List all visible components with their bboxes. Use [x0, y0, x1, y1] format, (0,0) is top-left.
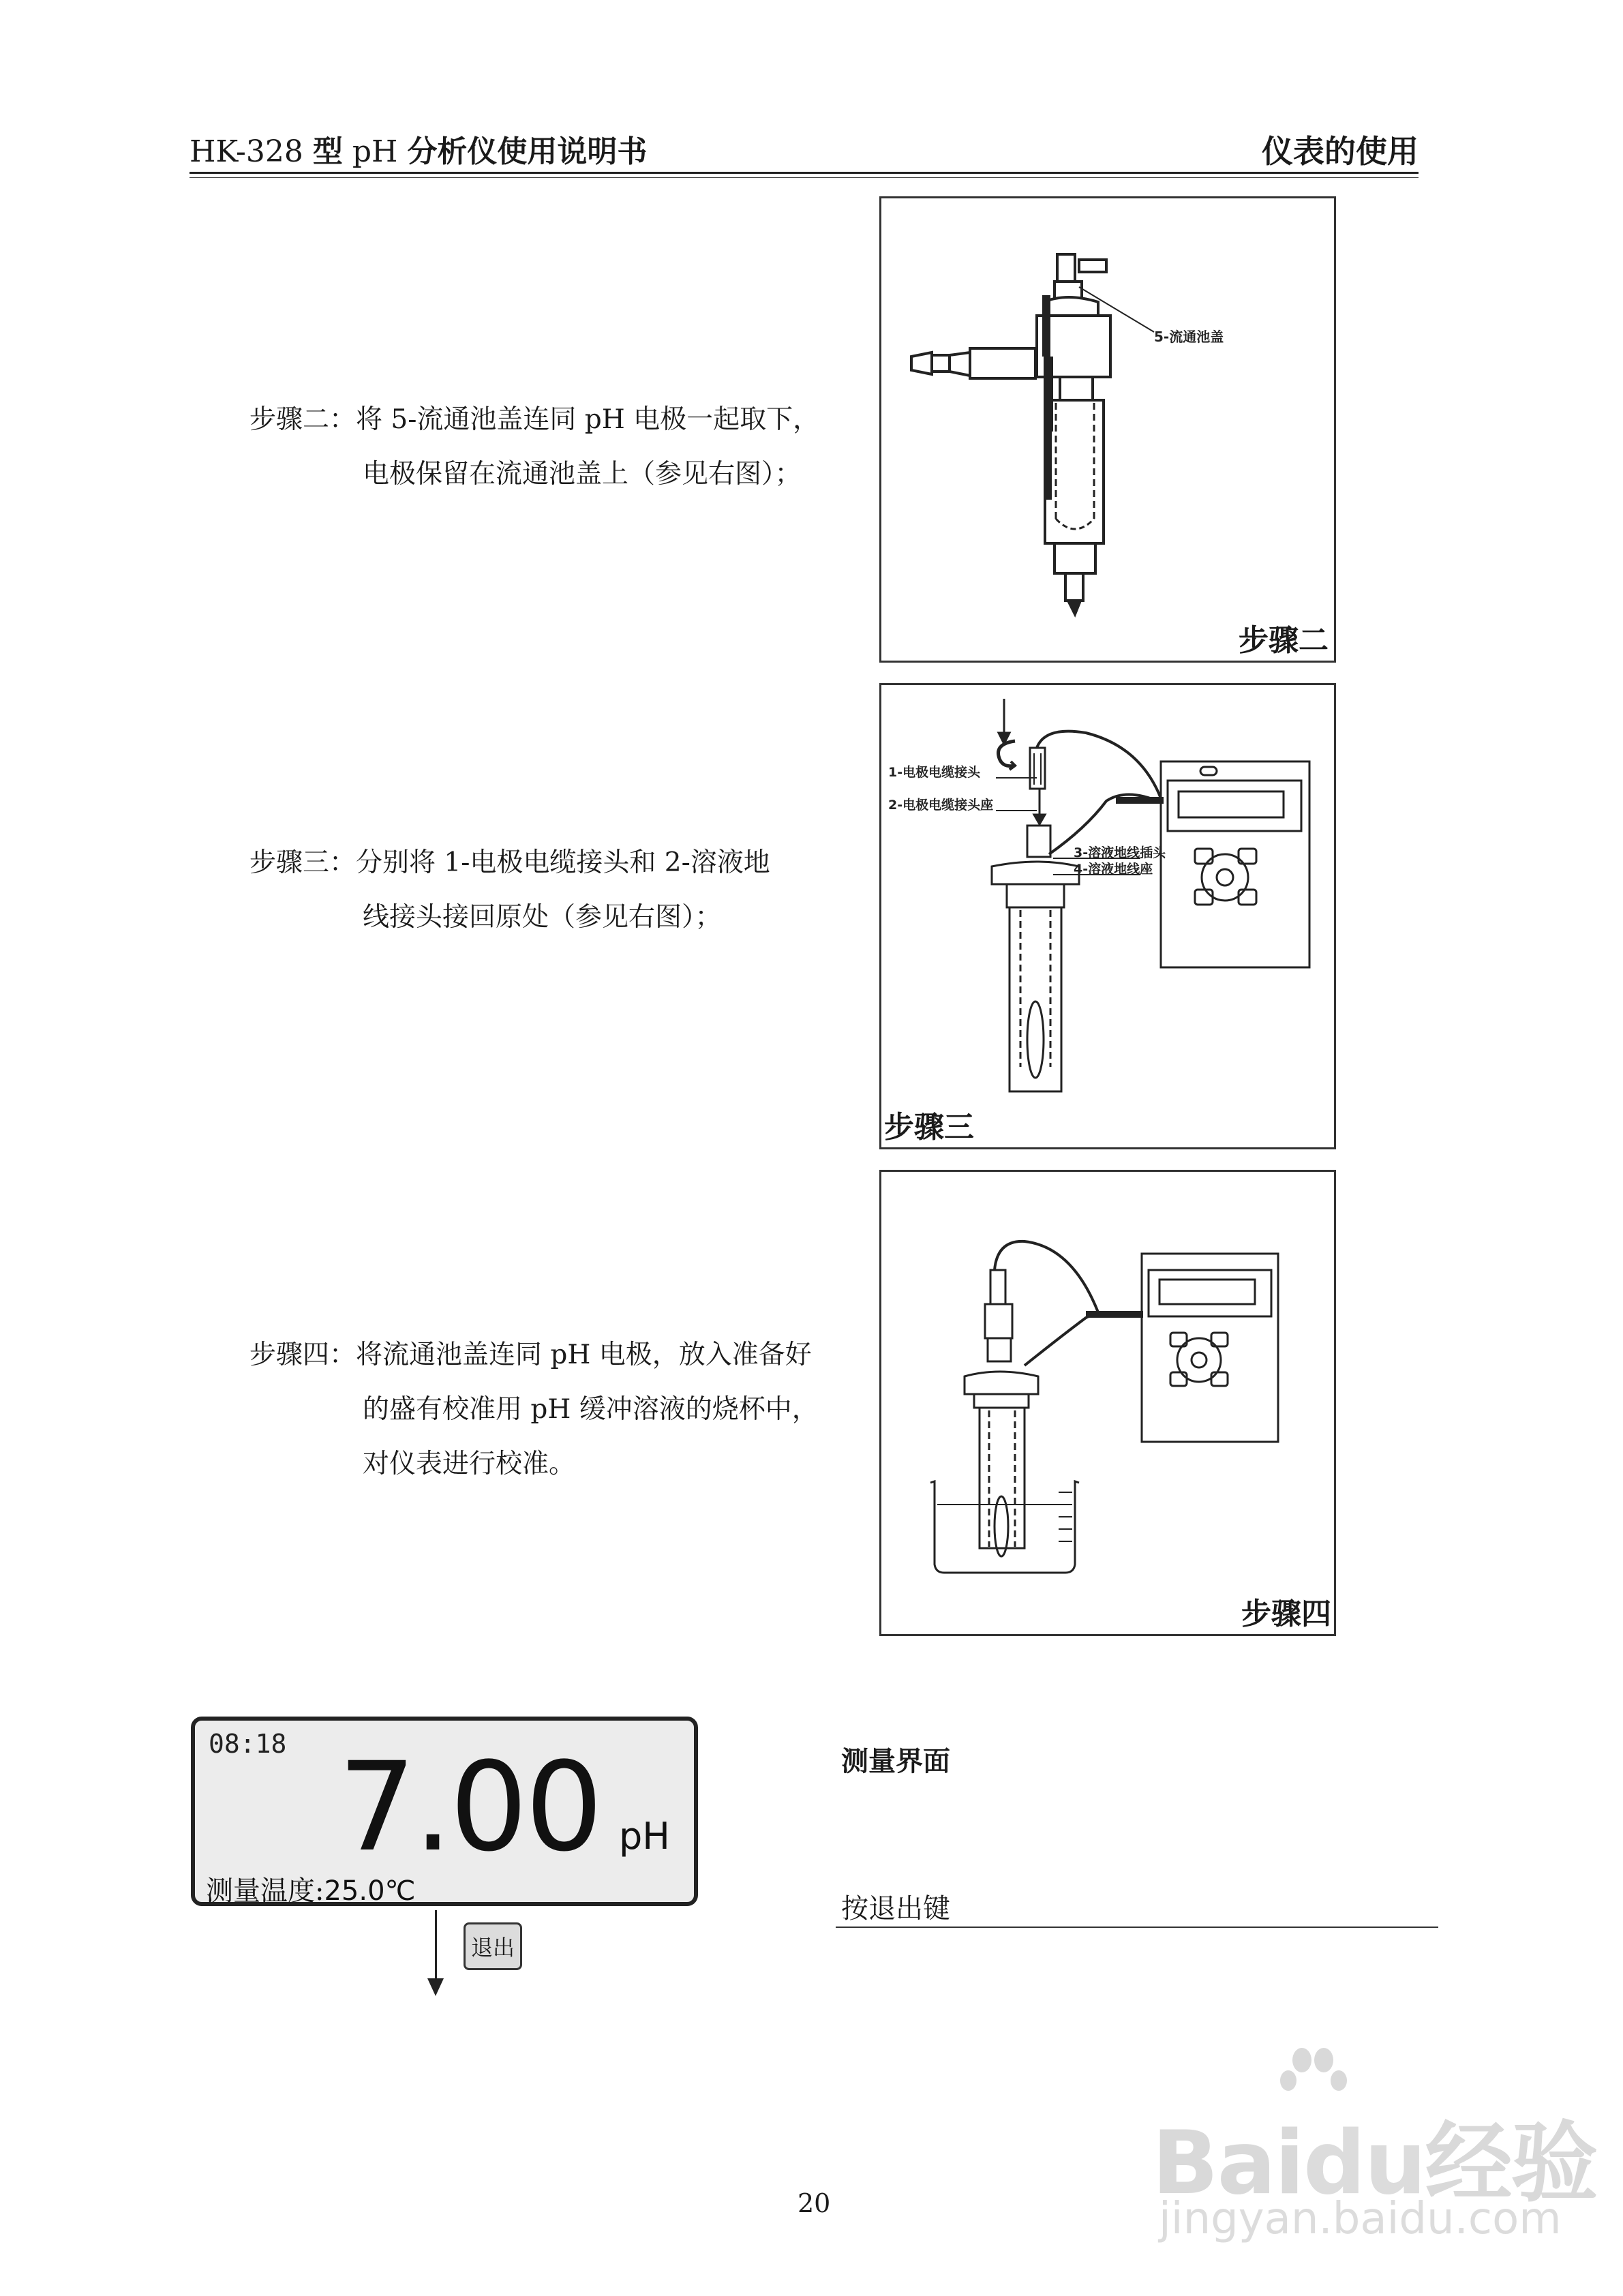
lcd-ph-value: 7.00 — [338, 1736, 601, 1879]
callout-ground-plug: 3-溶液地线插头 — [1074, 845, 1166, 860]
measure-rule — [836, 1927, 1438, 1928]
callout-cable-socket: 2-电极电缆接头座 — [888, 798, 994, 813]
model-number: HK-328 — [189, 134, 303, 169]
beaker-calibration-illustration — [881, 1172, 1334, 1634]
header-rule-thin — [189, 177, 1419, 178]
lcd-display — [191, 1717, 698, 1906]
temp-label: 测量温度: — [206, 1875, 324, 1907]
figure-caption: 步骤二 — [1239, 623, 1329, 658]
down-arrow-icon — [427, 1978, 444, 1996]
step-four-text — [249, 1328, 819, 1492]
down-arrow — [435, 1910, 437, 1984]
figure-step-two — [879, 196, 1336, 663]
page-number: 20 — [798, 2188, 831, 2218]
measure-screen-title: 测量界面 — [841, 1745, 950, 1777]
measure-action-text: 按退出键 — [841, 1893, 950, 1924]
callout-cable-connector: 1-电极电缆接头 — [888, 765, 981, 780]
step-line: 对仪表进行校准。 — [363, 1449, 576, 1479]
electrode-connection-illustration — [881, 685, 1334, 1147]
lcd-unit: pH — [619, 1815, 670, 1858]
callout-ground-socket: 4-溶液地线座 — [1074, 862, 1153, 877]
step-line: 线接头接回原处（参见右图）； — [363, 902, 722, 933]
figure-caption: 步骤四 — [1241, 1597, 1331, 1631]
step-line: 将 5-流通池盖连同 pH 电极一起取下， — [356, 404, 820, 435]
step-line: 电极保留在流通池盖上（参见右图）； — [363, 459, 802, 489]
ph-text: pH — [352, 134, 398, 169]
figure-step-three — [879, 683, 1336, 1149]
step-label: 步骤三： — [249, 847, 357, 878]
type-char: 型 — [312, 134, 343, 169]
step-label: 步骤二： — [249, 404, 357, 435]
title-text: 分析仪使用说明书 — [407, 134, 648, 169]
document-title — [189, 127, 647, 170]
flow-cell-illustration — [881, 198, 1334, 661]
figure-step-four — [879, 1170, 1336, 1636]
step-line: 的盛有校准用 pH 缓冲溶液的烧杯中， — [363, 1394, 819, 1425]
step-line: 分别将 1-电极电缆接头和 2-溶液地 — [356, 847, 770, 878]
watermark-url: jingyan.baidu.com — [1159, 2194, 1562, 2244]
watermark-brand: Baidu经验 — [1152, 2113, 1597, 2214]
step-two-text — [249, 393, 819, 502]
step-line: 将流通池盖连同 pH 电极，放入准备好 — [356, 1340, 812, 1370]
callout-flow-cell-cap: 5-流通池盖 — [1154, 329, 1224, 345]
header-rule — [189, 172, 1419, 174]
temp-value: 25.0℃ — [324, 1875, 416, 1907]
exit-key-button[interactable]: 退出 — [464, 1922, 522, 1970]
step-label: 步骤四： — [249, 1340, 357, 1370]
section-title: 仪表的使用 — [1262, 133, 1419, 170]
lcd-temperature — [206, 1869, 415, 1908]
lcd-time: 08:18 — [209, 1729, 287, 1759]
figure-caption: 步骤三 — [884, 1110, 974, 1145]
step-three-text — [249, 836, 770, 945]
